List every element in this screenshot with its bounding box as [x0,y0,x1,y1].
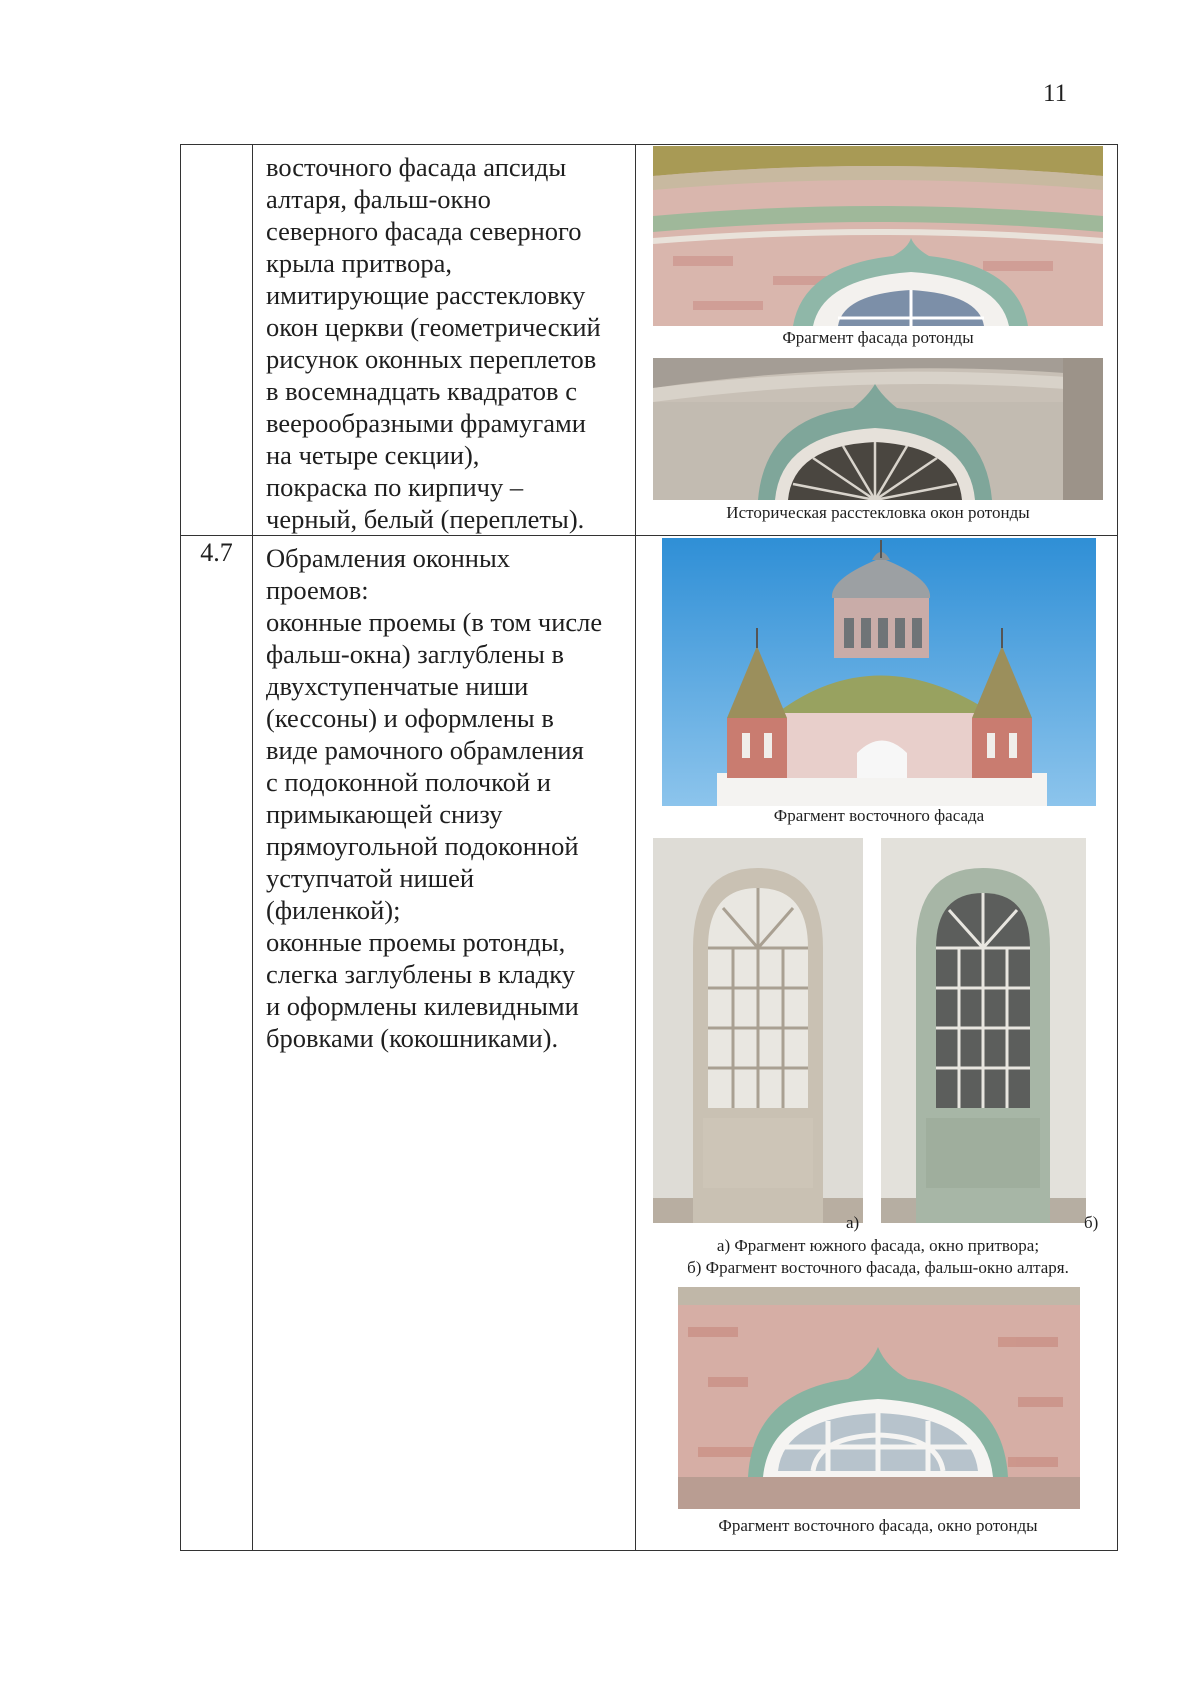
photo-cell [636,145,1118,536]
east-facade-domes-photo [662,538,1096,806]
description-table [180,144,1118,1551]
row-number: 4.7 [181,536,253,1551]
photo-cell [636,536,1118,1551]
rotunda-window-photo [678,1287,1080,1509]
photo-caption: Фрагмент восточного фасада [773,806,985,825]
row-description: Обрамления оконных проемов: оконные проемы (в том числе фальш-окна) заглублены в двухступенчатые ниши (кессоны) и оформлены в виде рамочного обрамления с подоконной полочкой и примыкающей снизу прямоугольной подоконной уступчатой нишей (филенкой); оконные проемы ротонды, слегка заглублены в кладку и оформлены килевидными бровками (кокошниками). [253,536,636,1551]
row-description: восточного фасада апсиды алтаря, фальш-окно северного фасада северного крыла притвора, имитирующие расстекловку окон церкви (геометрический рисунок оконных переплетов в восемнадцать квадратов с веерообразными фрамугами на четыре секции), покраска по кирпичу – черный, белый (переплеты). [253,145,636,536]
photo-caption: Фрагмент восточного фасада, окно ротонды [718,1516,1038,1535]
rotunda-facade-photo [653,146,1103,326]
south-facade-window-photo [653,838,863,1223]
photo-label-b: б) [1084,1213,1099,1232]
historic-glazing-photo [653,358,1103,500]
altar-false-window-photo [881,838,1086,1223]
photo-label-a: а) [846,1213,860,1232]
table-row [181,536,1118,1551]
photo-caption: а) Фрагмент южного фасада, окно притвора; [716,1236,1040,1255]
photo-caption: б) Фрагмент восточного фасада, фальш-окно алтаря. [687,1258,1069,1277]
page-number: 11 [1043,80,1068,107]
photo-caption: Историческая расстекловка окон ротонды [726,503,1030,522]
row-number [181,145,253,536]
photo-caption: Фрагмент фасада ротонды [782,328,974,347]
table-row [181,145,1118,536]
